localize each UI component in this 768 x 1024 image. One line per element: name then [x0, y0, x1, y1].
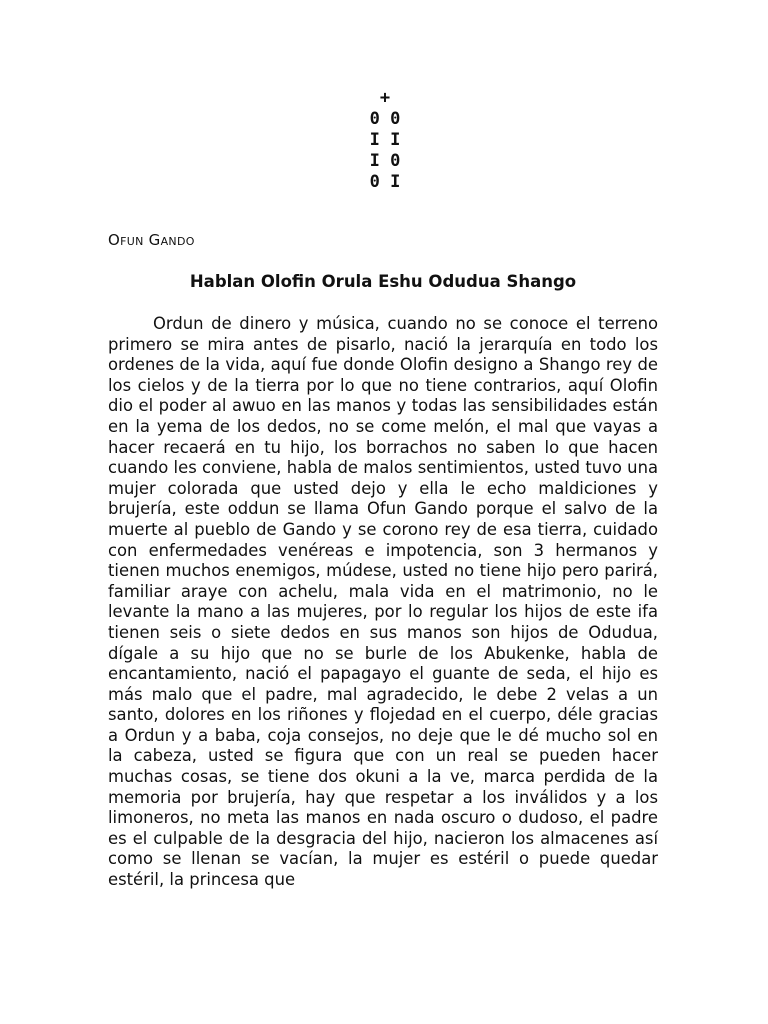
- odu-sign: [0, 88, 768, 193]
- odu-sign-row: 0 I: [369, 172, 401, 192]
- odu-sign-row: I I: [369, 130, 401, 150]
- section-title: Ofun Gando: [108, 231, 195, 249]
- odu-sign-row: I 0: [369, 151, 401, 171]
- odu-sign-row: +: [379, 88, 391, 108]
- speakers-heading: Hablan Olofin Orula Eshu Odudua Shango: [189, 272, 577, 291]
- odu-sign-row: 0 0: [369, 109, 401, 129]
- body-paragraph: Ordun de dinero y música, cuando no se conoce el terreno primero se mira antes de pisarlo, nació la jerarquía en todo los ordenes de la vida, aquí fue donde Olofin designo a Shango rey de los cielos y de la tierra por lo que no tiene contrarios, aquí Olofin dio el poder al awuo en las manos y todas las sensibilidades están en la yema de los dedos, no se come melón, el mal que vayas a hacer recaerá en tu hijo, los borrachos no saben lo que hacen cuando les conviene, habla de malos sentimientos, usted tuvo una mujer colorada que usted dejo y ella le echo maldiciones y brujería, este oddun se llama Ofun Gando porque el salvo de la muerte al pueblo de Gando y se corono rey de esa tierra, cuidado con enfermedades venéreas e impotencia, son 3 hermanos y tienen muchos enemigos, múdese, usted no tiene hijo pero parirá, familiar araye con achelu, mala vida en el matrimonio, no le levante la mano a las mujeres, por lo regular los hijos de este ifa tienen seis o siete dedos en sus manos son hijos de Odudua, dígale a su hijo que no se burle de los Abukenke, habla de encantamiento, nació el papagayo el guante de seda, el hijo es más malo que el padre, mal agradecido, le debe 2 velas a un santo, dolores en los riñones y flojedad en el cuerpo, déle gracias a Ordun y a baba, coja consejos, no deje que le dé mucho sol en la cabeza, usted se figura que con un real se pueden hacer muchas cosas, se tiene dos okuni a la ve, marca perdida de la memoria por brujería, hay que respetar a los inválidos y a los limoneros, no meta las manos en nada oscuro o dudoso, el padre es el culpable de la desgracia del hijo, nacieron los almacenes así como se llenan se vacían, la mujer es estéril o puede quedar estéril, la princesa que: [108, 314, 658, 890]
